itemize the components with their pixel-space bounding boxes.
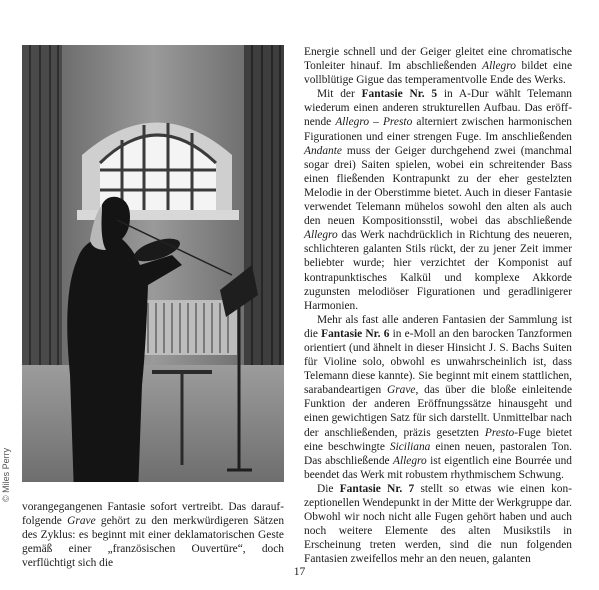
italic-term: Grave: [67, 515, 96, 528]
text-run: vorangegangenen Fantasie sofort vertreibt. Das darauffolgende: [22, 501, 284, 528]
photo-illustration: [22, 45, 284, 482]
paragraph-fantasie-6: [304, 313, 572, 482]
italic-term: Andante: [304, 144, 342, 157]
italic-term: Presto: [484, 426, 515, 439]
bold-phrase: Fantasie Nr. 7: [339, 482, 415, 495]
italic-term: Allegro: [304, 229, 338, 242]
text-run: in e-Moll an den barocken Tanzformen orientiert (und ähnelt in dieser Hinsicht J. S. Bachs Suiten für Violine solo, obwohl es unwahrscheinlich ist, dass Telemann diese kannte). Sie beginnt mit einem stattlichen, sarabandeartigen: [304, 327, 573, 397]
text-run: alterniert zwischen harmonischen Figurationen und einer strengen Fuge. Im anschließenden: [304, 116, 573, 143]
left-text-column: [22, 500, 284, 570]
bold-phrase: Fantasie Nr. 5: [361, 88, 438, 101]
bold-phrase: Fantasie Nr. 6: [321, 327, 390, 340]
text-run: bildet eine vollblütige Gigue das temperamentvolle Ende des Werks.: [304, 60, 573, 87]
text-run: gehört zu den merkwürdigeren Sätzen des Zyklus: es beginnt mit einer deklamatorischen Geste gemäß einer „französischen Ouvertüre“, doch verflüchtigt sich die: [22, 515, 285, 570]
photo-credit: © Miles Perry: [1, 447, 11, 502]
italic-term: Siciliana: [389, 440, 431, 453]
text-run: Mit der: [317, 88, 362, 101]
paragraph: [304, 45, 572, 87]
italic-term: Grave: [386, 384, 416, 397]
text-run: Energie schnell und der Geiger gleitet eine chromatische Tonleiter hinauf. Im abschließenden: [304, 46, 572, 73]
text-run: ist eigentlich eine Bourrée und beendet das Werk mit robustem rhythmischem Schwung.: [304, 454, 573, 481]
text-run: stellt so etwas wie einen konzeptionellen Wendepunkt in der Mitte der Werkgruppe dar. Obwohl wir noch nicht alle Fugen gehört haben und auch noch weitere Elemente des alten Musikstils in Erscheinung treten werden, sind die nun folgenden Fantasien zweifellos mehr an den neuen, galanten: [304, 482, 572, 566]
italic-term: Allegro – Presto: [335, 116, 413, 129]
page-number: 17: [293, 566, 306, 578]
text-run: -Fuge bietet eine beschwingte: [304, 426, 572, 453]
text-run: , das über die bloße einleitende Funktion der anderen Eröffnungssätze hinausgeht und einen gewichtigen Satz für sich darstellt. Unmittelbar nach der anschließenden, präzis gesetzten: [304, 384, 572, 439]
text-run: muss der Geiger durchgehend zwei (manchmal sogar drei) Saiten spielen, wobei ein schreitender Bass einen fließenden Kontrapunkt zu der eher gestelzten Melodie in der Oberstimme bietet. Auch in dieser Fantasie verwendet Telemann mühelos sowohl den alten als auch den neuen Kompositionsstil, wobei das abschließende: [304, 144, 572, 228]
text-run: das Werk nachdrücklich in Richtung des neueren, schlichteren galanten Stils rückt, der zu jener Zeit immer beliebter wurde; hier verzichtet der Komponist auf kontrapunktisches Kalkül und komplexe Akkorde zugunsten melodiöser Figurationen und geradlinigerer Harmonien.: [304, 229, 572, 312]
violinist-photo: [22, 45, 284, 482]
text-run: in A-Dur wählt Telemann wiederum einen anderen strukturellen Aufbau. Das eröffnende: [304, 88, 573, 129]
text-run: Die: [317, 482, 340, 495]
right-text-column: [304, 45, 572, 566]
paragraph: [22, 500, 284, 570]
paragraph-fantasie-5: [304, 87, 572, 313]
paragraph-fantasie-7: [304, 482, 572, 567]
italic-term: Allegro: [392, 454, 427, 467]
text-run: Mehr als fast alle anderen Fantasien der Sammlung ist die: [304, 313, 572, 340]
text-run: einen neuen, pastoralen Ton. Das abschließende: [304, 440, 573, 467]
italic-term: Allegro: [482, 60, 516, 73]
